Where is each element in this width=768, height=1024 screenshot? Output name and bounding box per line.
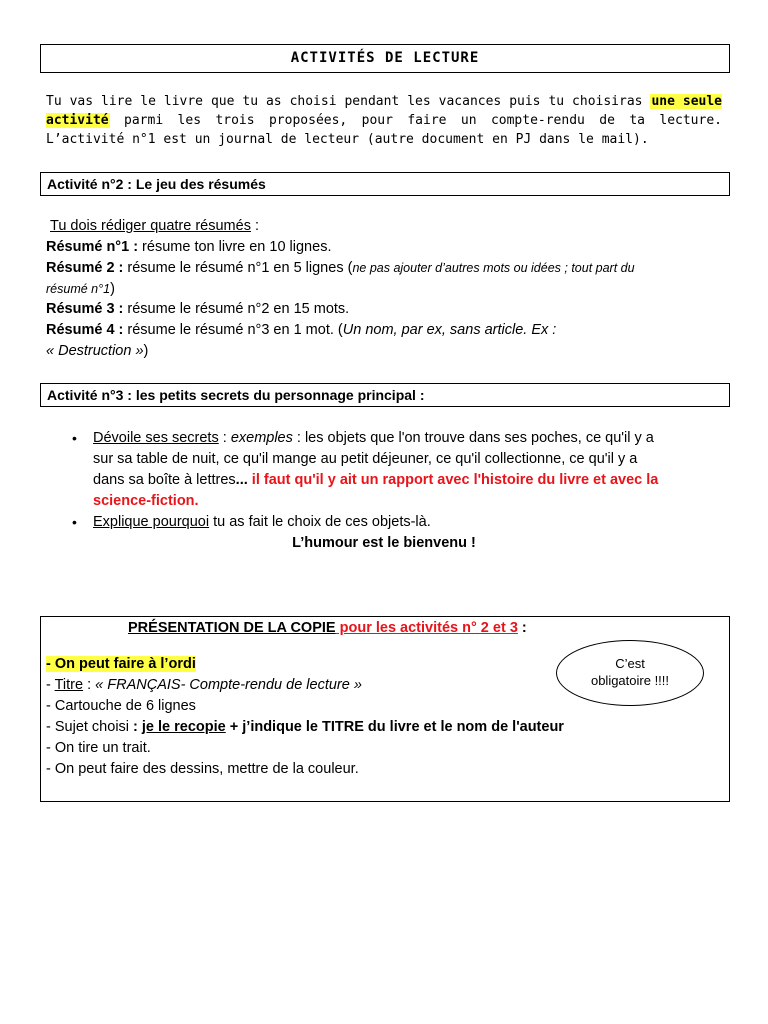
pres-line-6: - On peut faire des dessins, mettre de la couleur. [46, 761, 359, 777]
title-box [40, 44, 730, 73]
resume-4-note: Un nom, par ex, sans article. Ex : [342, 322, 557, 338]
intro-text-2: parmi les trois proposées, pour faire un compte-rendu de ta lecture. L’activité n°1 est un journal de lecteur (autre document en PJ dans le mail). [46, 113, 722, 147]
activity2-intro [50, 218, 259, 234]
activity3-header-box [40, 383, 730, 407]
resume-4-label: Résumé 4 : [46, 322, 124, 338]
activity2-header-box [40, 172, 730, 196]
resume-3-label: Résumé 3 : [46, 301, 124, 317]
page-title: ACTIVITÉS DE LECTURE [290, 50, 480, 66]
pres-line-2-text: « FRANÇAIS- Compte-rendu de lecture » [95, 677, 362, 693]
intro-paragraph [46, 92, 722, 149]
resume-1-label: Résumé n°1 : [46, 239, 139, 255]
bubble-line-2: obligatoire !!!! [590, 673, 670, 688]
secret-red-2: science-fiction. [93, 493, 199, 509]
resume-4-note-cont: « Destruction » [46, 343, 144, 359]
intro-highlight: une seule activité [46, 94, 722, 128]
secret-text-3: dans sa boîte à lettres [93, 472, 236, 488]
presentation-title-red: pour les activités n° 2 et 3 [335, 620, 518, 636]
pres-line-4 [46, 719, 564, 735]
explain-text: tu as fait le choix de ces objets-là. [209, 514, 431, 530]
pres-line-3: - Cartouche de 6 lignes [46, 698, 196, 714]
resume-2-cont [46, 281, 115, 297]
secret-red-1: il faut qu'il y ait un rapport avec l'histoire du livre et avec la [247, 472, 659, 488]
bullet-dot-1: • [72, 430, 77, 446]
presentation-title [128, 620, 527, 636]
resume-1-text: résume ton livre en 10 lignes. [138, 239, 332, 255]
resume-2-note-cont: résumé n°1 [46, 282, 111, 296]
resume-2 [46, 260, 635, 276]
resume-2-close: ) [110, 281, 115, 297]
pres-line-1-text: - On peut faire à l’ordi [46, 656, 196, 672]
secret-line-2 [93, 451, 637, 467]
secret-sep: : [218, 430, 231, 446]
secret-line-4 [93, 493, 199, 509]
activity2-intro-suffix: : [250, 218, 260, 234]
secret-examples: exemples [230, 430, 293, 446]
pres-line-2-sep: : [83, 677, 96, 693]
pres-line-4-underlined: je le recopie [141, 719, 226, 735]
resume-4-text: résume le résumé n°3 en 1 mot. ( [123, 322, 343, 338]
explain-label: Explique pourquoi [93, 514, 210, 530]
obligatoire-bubble [556, 640, 704, 706]
pres-line-2 [46, 677, 362, 693]
activity2-header: Activité n°2 : Le jeu des résumés [47, 176, 266, 192]
bullet-dot-2: • [72, 514, 77, 530]
secret-line-3 [93, 472, 658, 488]
intro-text-1: Tu vas lire le livre que tu as choisi pendant les vacances puis tu choisiras [46, 94, 651, 109]
secret-dots: ... [235, 472, 248, 488]
secret-label: Dévoile ses secrets [93, 430, 219, 446]
pres-line-5: - On tire un trait. [46, 740, 151, 756]
resume-4-cont [46, 343, 148, 359]
resume-3 [46, 301, 349, 317]
humor-line: L’humour est le bienvenu ! [292, 535, 476, 551]
activity2-intro-text: Tu dois rédiger quatre résumés [50, 218, 251, 234]
secret-line-1 [93, 430, 654, 446]
resume-4-close: ) [143, 343, 149, 359]
resume-2-text: résume le résumé n°1 en 5 lignes ( [123, 260, 353, 276]
pres-line-1 [46, 656, 196, 672]
activity3-header: Activité n°3 : les petits secrets du personnage principal : [47, 387, 425, 403]
presentation-title-colon: : [517, 620, 527, 636]
presentation-title-main: PRÉSENTATION DE LA COPIE [128, 620, 336, 636]
pres-line-4-prefix: - Sujet choisi [46, 719, 134, 735]
explain-line [93, 514, 431, 530]
pres-line-4-colon: : [133, 719, 142, 735]
resume-2-note: ne pas ajouter d’autres mots ou idées ; tout part du [352, 261, 635, 275]
pres-line-4-rest: + j’indique le TITRE du livre et le nom de l'auteur [225, 719, 564, 735]
pres-line-2-label: Titre [54, 677, 84, 693]
resume-3-text: résume le résumé n°2 en 15 mots. [123, 301, 350, 317]
secret-text-2: sur sa table de nuit, ce qu'il mange au petit déjeuner, ce qu'il collectionne, ce qu'il y a [93, 451, 638, 467]
resume-4 [46, 322, 556, 338]
resume-1 [46, 239, 331, 255]
bubble-line-1: C’est [615, 656, 645, 671]
pres-line-2-dash: - [46, 677, 55, 693]
secret-text-1: : les objets que l'on trouve dans ses poches, ce qu'il y a [292, 430, 654, 446]
resume-2-label: Résumé 2 : [46, 260, 124, 276]
